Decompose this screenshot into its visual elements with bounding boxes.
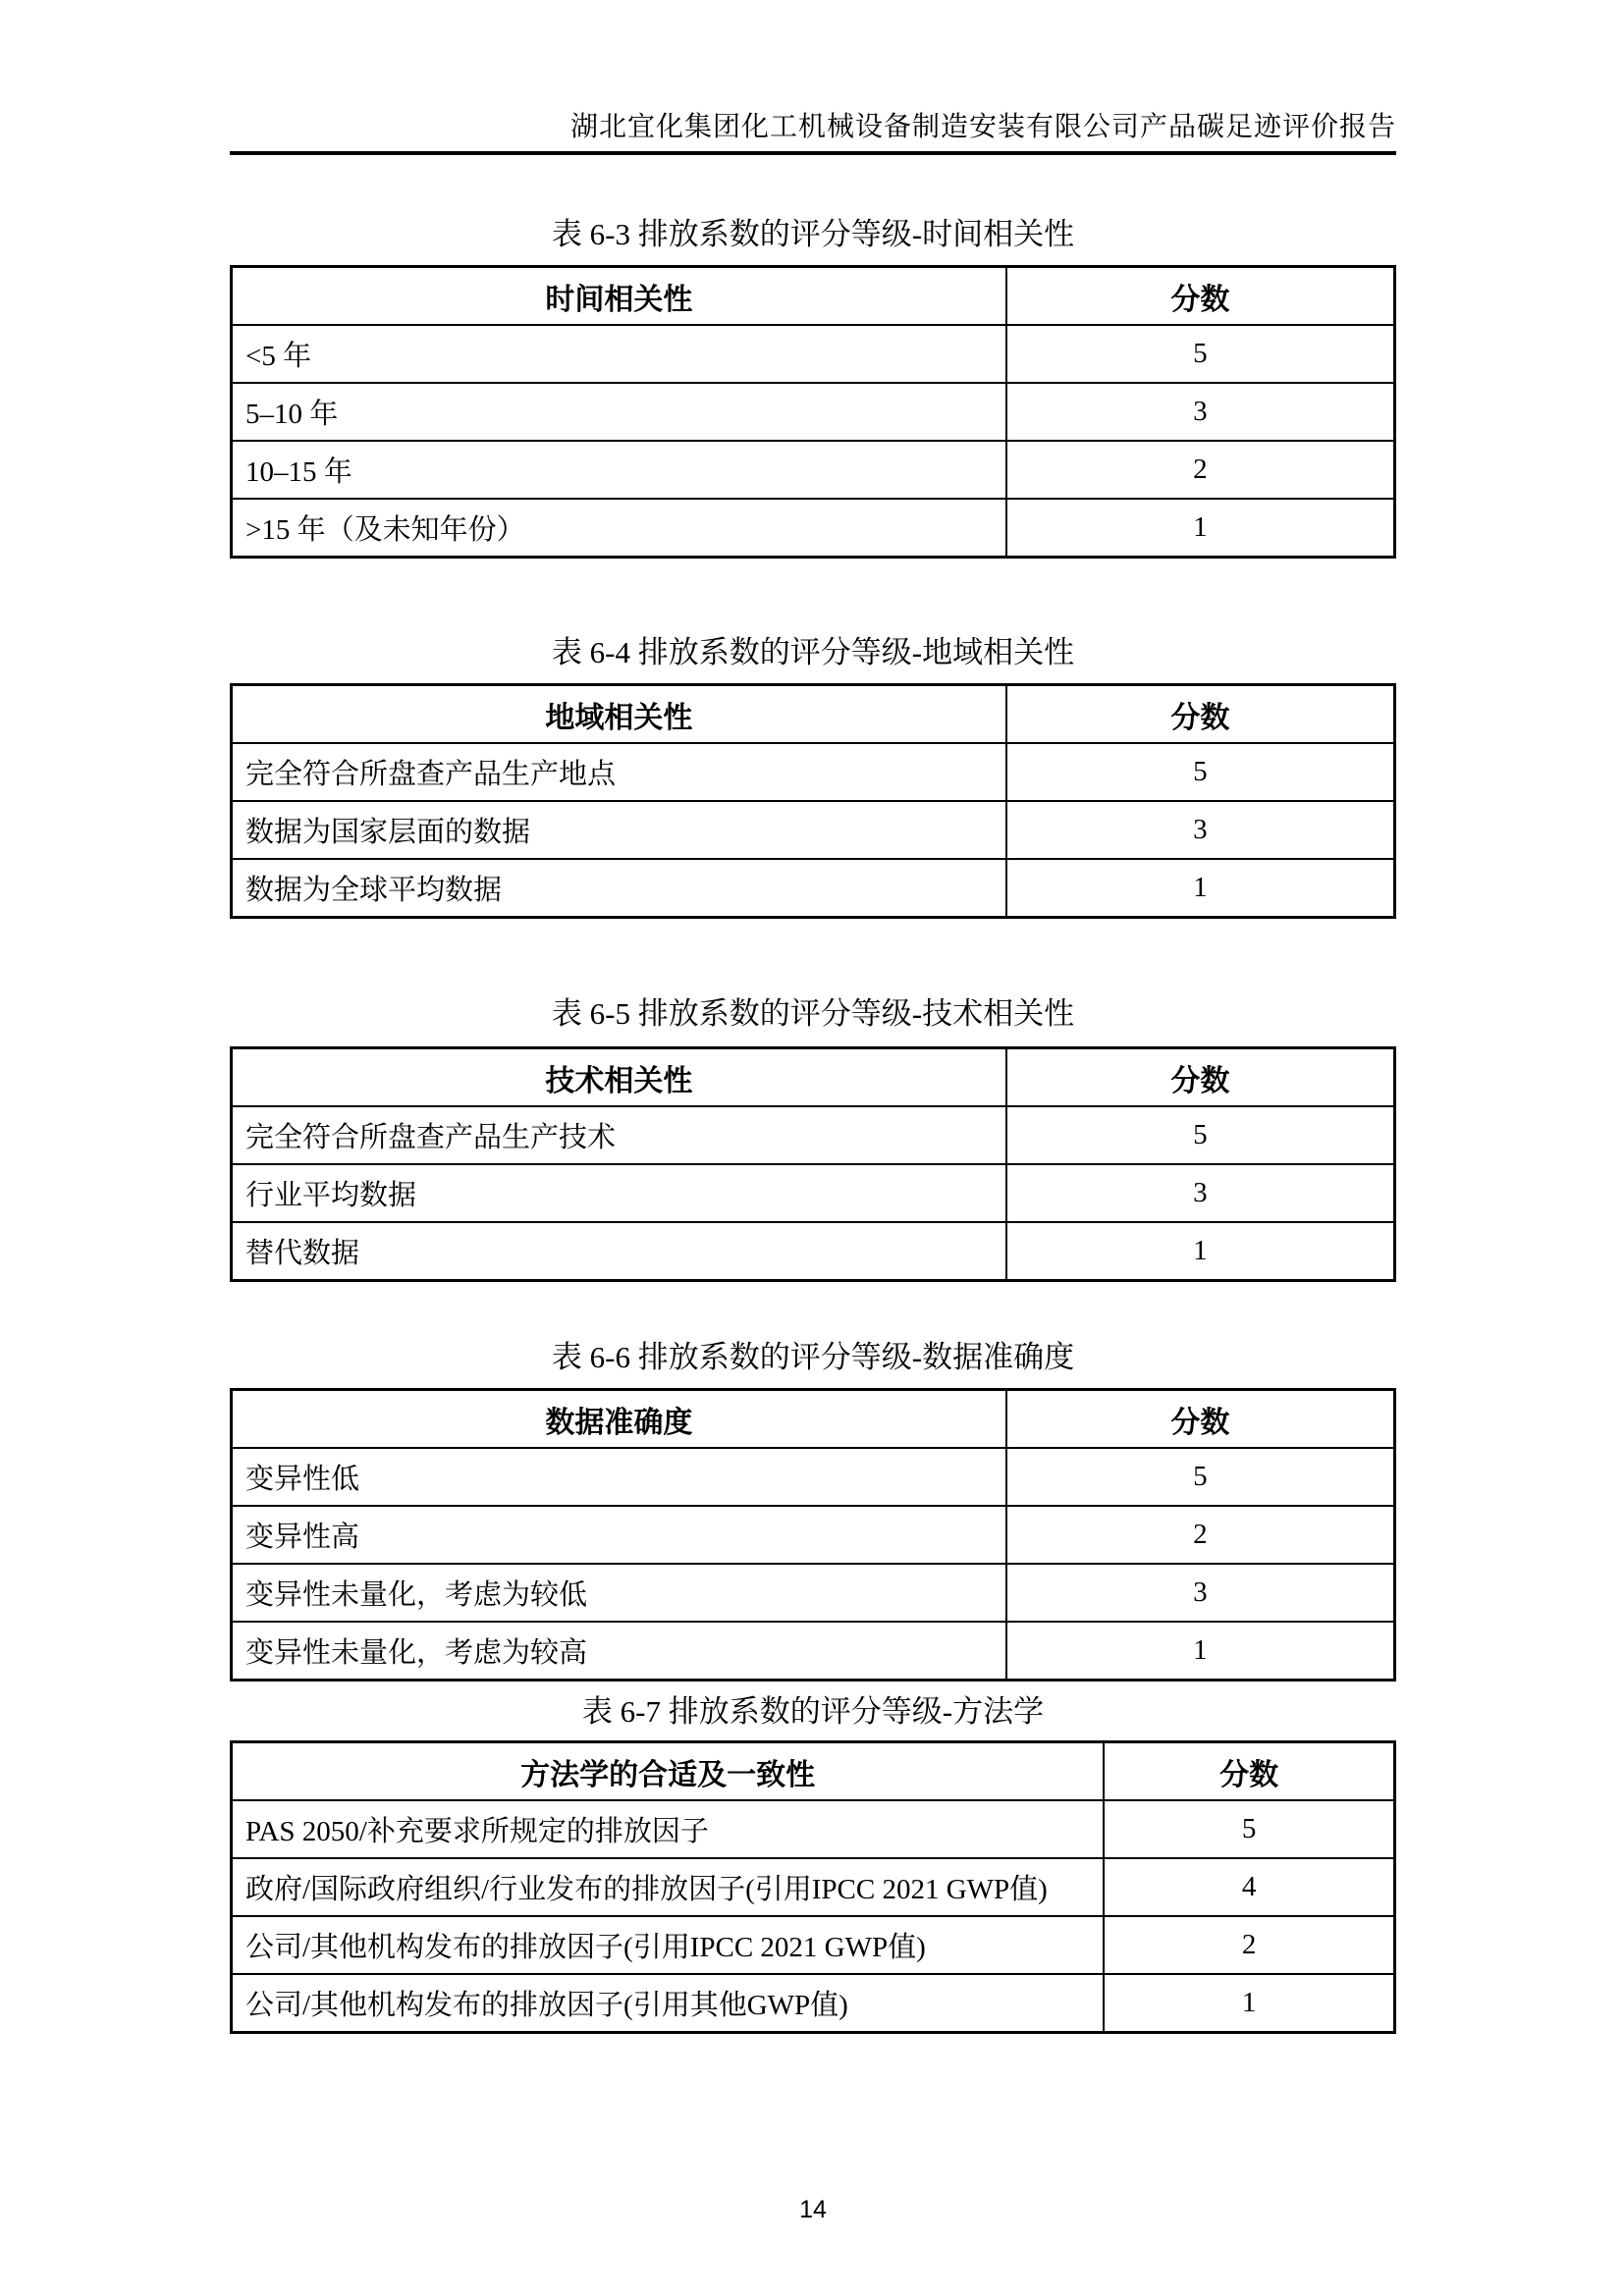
score-cell: 2 (1006, 1506, 1395, 1564)
score-cell: 3 (1006, 1564, 1395, 1622)
rating-table-methodology (230, 1740, 1396, 2034)
score-cell: 2 (1104, 1916, 1394, 1974)
score-cell: 1 (1006, 1222, 1395, 1281)
table-row (232, 441, 1395, 499)
score-header-cell: 分数 (1104, 1742, 1394, 1801)
score-cell: 1 (1006, 859, 1395, 918)
table-section-methodology (230, 1693, 1396, 2034)
criterion-cell: 完全符合所盘查产品生产技术 (232, 1106, 1006, 1164)
table-header-row (232, 267, 1395, 326)
rating-table-time-relevance (230, 265, 1396, 559)
criterion-cell: 行业平均数据 (232, 1164, 1006, 1222)
table-row (232, 1974, 1395, 2033)
criterion-cell: 变异性未量化，考虑为较低 (232, 1564, 1006, 1622)
criterion-header-cell: 地域相关性 (232, 685, 1006, 744)
criterion-cell: 5–10 年 (232, 383, 1006, 441)
table-header-row (232, 1048, 1395, 1107)
score-header-cell: 分数 (1006, 685, 1395, 744)
table-row (232, 499, 1395, 558)
page-content (230, 0, 1396, 2224)
table-header-row (232, 685, 1395, 744)
table-row (232, 859, 1395, 918)
criterion-cell: >15 年（及未知年份） (232, 499, 1006, 558)
report-header: 湖北宜化集团化工机械设备制造安装有限公司产品碳足迹评价报告 (569, 112, 1396, 142)
criterion-cell: 变异性高 (232, 1506, 1006, 1564)
criterion-header-cell: 数据准确度 (232, 1390, 1006, 1449)
criterion-cell: 10–15 年 (232, 441, 1006, 499)
score-cell: 1 (1006, 1622, 1395, 1681)
table-row (232, 1622, 1395, 1681)
table-row (232, 743, 1395, 801)
table-row (232, 1858, 1395, 1916)
table-row (232, 383, 1395, 441)
table-row (232, 325, 1395, 383)
table-section-data-accuracy (230, 1339, 1396, 1682)
table-section-geographic-relevance (230, 634, 1396, 919)
criterion-cell: 政府/国际政府组织/行业发布的排放因子(引用IPCC 2021 GWP值) (232, 1858, 1105, 1916)
criterion-cell: 变异性未量化，考虑为较高 (232, 1622, 1006, 1681)
score-header-cell: 分数 (1006, 1390, 1395, 1449)
criterion-cell: 数据为国家层面的数据 (232, 801, 1006, 859)
table-row (232, 1448, 1395, 1506)
criterion-header-cell: 时间相关性 (232, 267, 1006, 326)
criterion-header-cell: 方法学的合适及一致性 (232, 1742, 1105, 1801)
table-row (232, 1564, 1395, 1622)
table-header-row (232, 1742, 1395, 1801)
table-title: 表 6-5 排放系数的评分等级-技术相关性 (551, 996, 1075, 1031)
rating-table-technology-relevance (230, 1046, 1396, 1282)
table-row (232, 1800, 1395, 1858)
table-title: 表 6-4 排放系数的评分等级-地域相关性 (551, 635, 1075, 669)
score-cell: 4 (1104, 1858, 1394, 1916)
score-header-cell: 分数 (1006, 267, 1395, 326)
score-cell: 1 (1104, 1974, 1394, 2033)
criterion-cell: 变异性低 (232, 1448, 1006, 1506)
criterion-cell: 替代数据 (232, 1222, 1006, 1281)
criterion-cell: 完全符合所盘查产品生产地点 (232, 743, 1006, 801)
table-row (232, 1106, 1395, 1164)
rating-table-geographic-relevance (230, 683, 1396, 919)
table-row (232, 1164, 1395, 1222)
rating-table-data-accuracy (230, 1388, 1396, 1682)
criterion-cell: 公司/其他机构发布的排放因子(引用其他GWP值) (232, 1974, 1105, 2033)
header-rule (230, 151, 1396, 155)
score-cell: 3 (1006, 1164, 1395, 1222)
table-section-time-relevance (230, 216, 1396, 559)
table-row (232, 1222, 1395, 1281)
criterion-cell: 公司/其他机构发布的排放因子(引用IPCC 2021 GWP值) (232, 1916, 1105, 1974)
score-cell: 5 (1006, 1448, 1395, 1506)
score-cell: 1 (1006, 499, 1395, 558)
table-row (232, 1916, 1395, 1974)
score-header-cell: 分数 (1006, 1048, 1395, 1107)
page-number: 14 (799, 2196, 827, 2223)
criterion-cell: 数据为全球平均数据 (232, 859, 1006, 918)
table-row (232, 801, 1395, 859)
criterion-cell: PAS 2050/补充要求所规定的排放因子 (232, 1800, 1105, 1858)
score-cell: 2 (1006, 441, 1395, 499)
criterion-header-cell: 技术相关性 (232, 1048, 1006, 1107)
score-cell: 5 (1006, 1106, 1395, 1164)
table-title: 表 6-7 排放系数的评分等级-方法学 (581, 1694, 1045, 1729)
table-section-technology-relevance (230, 995, 1396, 1282)
table-row (232, 1506, 1395, 1564)
score-cell: 5 (1006, 743, 1395, 801)
criterion-cell: <5 年 (232, 325, 1006, 383)
score-cell: 5 (1006, 325, 1395, 383)
score-cell: 3 (1006, 801, 1395, 859)
table-title: 表 6-6 排放系数的评分等级-数据准确度 (551, 1340, 1075, 1374)
score-cell: 5 (1104, 1800, 1394, 1858)
table-header-row (232, 1390, 1395, 1449)
table-title: 表 6-3 排放系数的评分等级-时间相关性 (551, 217, 1075, 251)
score-cell: 3 (1006, 383, 1395, 441)
